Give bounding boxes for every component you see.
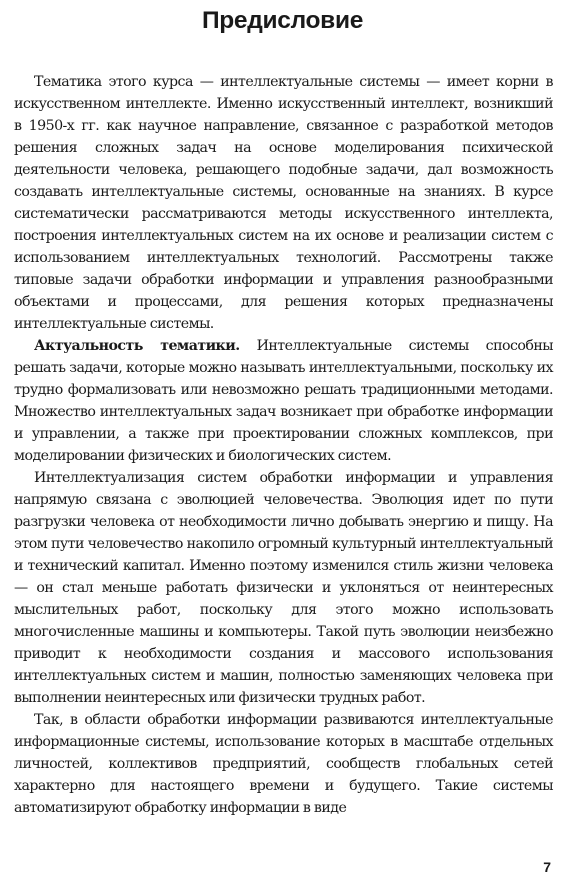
- paragraph-intro: [14, 71, 553, 335]
- paragraph-text: Так, в области обработки информации развиваются интеллектуальные информационные системы, использование которых в масштабе отдельных личностей, коллективов предприятий, сообществ глобальных сетей характерно для настоящего времени и будущего. Такие системы автоматизируют обработку информации в виде: [14, 712, 553, 816]
- paragraph-intellectualization: [14, 467, 553, 709]
- paragraph-text: Тематика этого курса — интеллектуальные системы — имеет корни в искусственном интеллекте. Именно искусственный интеллект, возникший в 1950-х гг. как научное направление, связанное с разработкой методов решения сложных задач на основе моделирования психической деятельности человека, решающего подобные задачи, дал возможность создавать интеллектуальные системы, основанные на знаниях. В курсе систематически рассматриваются методы искусственного интеллекта, построения интеллектуальных систем на их основе и реализации систем с использованием интеллектуальных технологий. Рассмотрены также типовые задачи обработки информации и управления разнообразными объектами и процессами, для решения которых предназначены интеллектуальные системы.: [14, 74, 553, 332]
- page-title: Предисловие: [201, 7, 364, 34]
- paragraph-relevance: [14, 335, 553, 467]
- paragraph-text: Интеллектуальные системы способны решать задачи, которые можно называть интеллектуальными, поскольку их трудно формализовать или невозможно решать традиционными методами. Множество интеллектуальных задач возникает при обработке информации и управлении, а также при проектировании сложных комплексов, при моделировании физических и биологических систем.: [14, 338, 553, 464]
- body-text: [14, 71, 553, 819]
- paragraph-information-systems: [14, 709, 553, 819]
- page-number: 7: [543, 859, 551, 875]
- paragraph-lead-heading: Актуальность тематики.: [34, 338, 240, 354]
- paragraph-text: Интеллектуализация систем обработки информации и управления напрямую связана с эволюцией человечества. Эволюция идет по пути разгрузки человека от необходимости лично добывать энергию и пищу. На этом пути человечество накопило огромный культурный интеллектуальный и технический капитал. Именно поэтому изменился стиль жизни человека — он стал меньше работать физически и уклоняться от неинтересных мыслительных работ, поскольку для этого можно использовать многочисленные машины и компьютеры. Такой путь эволюции неизбежно приводит к необходимости создания и массового использования интеллектуальных систем и машин, полностью заменяющих человека при выполнении неинтересных или физически трудных работ.: [14, 470, 553, 706]
